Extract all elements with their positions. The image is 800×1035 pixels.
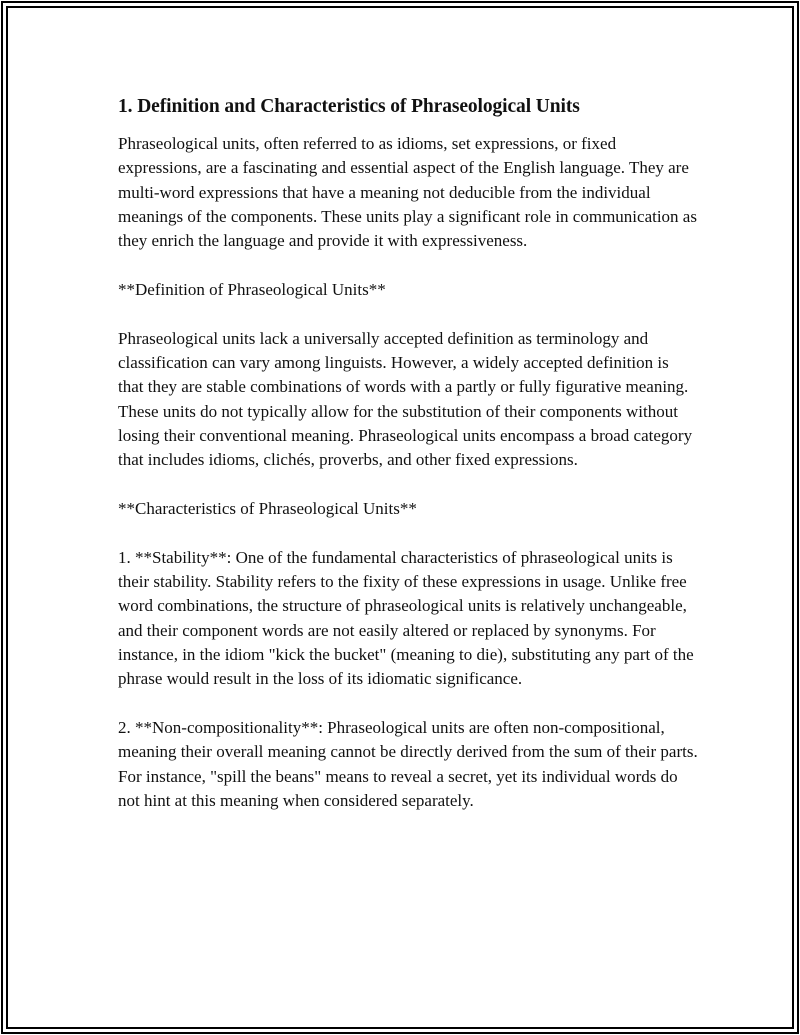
section-heading: 1. Definition and Characteristics of Phraseological Units [118,96,580,117]
intro-paragraph: Phraseological units, often referred to as idioms, set expressions, or fixed expressions, are a fascinating and essential aspect of the English language. They are multi-word expressions that have a meaning not deducible from the individual meanings of the components. These units play a significant role in communication as they enrich the language and provide it with expressiveness. [118,134,697,251]
document-body [118,94,698,838]
non-compositionality-paragraph: 2. **Non-compositionality**: Phraseological units are often non-compositional, meaning their overall meaning cannot be directly derived from the sum of their parts. For instance, "spill the beans" means to reveal a secret, yet its individual words do not hint at this meaning when considered separately. [118,718,698,811]
definition-paragraph: Phraseological units lack a universally accepted definition as terminology and classification can vary among linguists. However, a widely accepted definition is that they are stable combinations of words with a partly or fully figurative meaning. These units do not typically allow for the substitution of their components without losing their conventional meaning. Phraseological units encompass a broad category that includes idioms, clichés, proverbs, and other fixed expressions. [118,328,693,470]
characteristics-subheading: **Characteristics of Phraseological Units** [118,499,417,519]
stability-paragraph: 1. **Stability**: One of the fundamental characteristics of phraseological units is their stability. Stability refers to the fixity of these expressions in usage. Unlike free word combinations, the structure of phraseological units is relatively unchangeable, and their component words are not easily altered or replaced by synonyms. For instance, in the idiom "kick the bucket" (meaning to die), substituting any part of the phrase would result in the loss of its idiomatic significance. [118,547,694,689]
definition-subheading: **Definition of Phraseological Units** [118,279,386,299]
